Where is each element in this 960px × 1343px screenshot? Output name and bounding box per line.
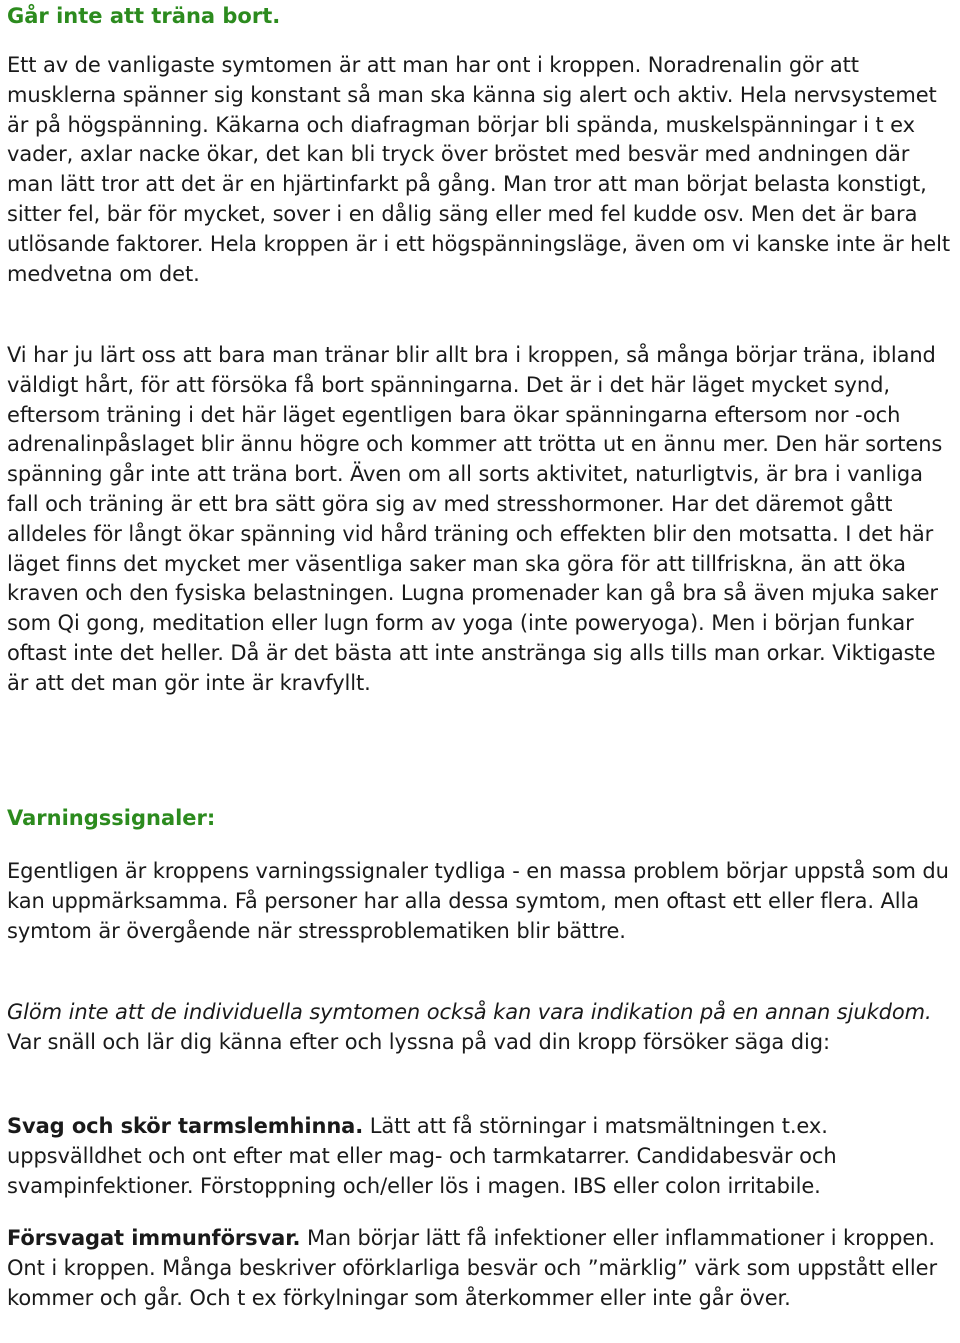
paragraph-disclaimer xyxy=(7,998,957,1058)
paragraph-text xyxy=(7,998,957,1058)
paragraph-training-advice xyxy=(7,341,957,699)
section-heading-training: Går inte att träna bort. xyxy=(7,4,281,28)
section-heading-warning-signals: Varningssignaler: xyxy=(7,806,216,830)
symptom-item-immune xyxy=(7,1224,957,1313)
paragraph-text xyxy=(7,1112,957,1201)
paragraph-text xyxy=(7,1224,957,1313)
paragraph-text: Egentligen är kroppens varningssignaler tydliga - en massa problem börjar uppstå som du kan uppmärksamma. Få personer har alla dessa symtom, men oftast ett eller flera. Alla symtom är övergående när stressproblematiken blir bättre. xyxy=(7,859,949,943)
paragraph-muscle-tension xyxy=(7,51,957,289)
paragraph-text: Vi har ju lärt oss att bara man tränar blir allt bra i kroppen, så många börjar träna, ibland väldigt hårt, för att försöka få bort spänningarna. Det är i det här läget mycket synd, eftersom träning i det här läget egentligen bara ökar spänningarna eftersom nor -och adrenalinpåslaget blir ännu högre och kommer att trötta ut en ännu mer. Den här sortens spänning går inte att träna bort. Även om all sorts aktivitet, naturligtvis, är bra i vanliga fall och träning är ett bra sätt göra sig av med stresshormoner. Har det däremot gått alldeles för långt ökar spänning vid hård träning och effekten blir den motsatta. I det här läget finns det mycket mer väsentliga saker man ska göra för att tillfriskna, än att öka kraven och den fysiska belastningen. Lugna promenader kan gå bra så även mjuka saker som Qi gong, meditation eller lugn form av yoga (inte poweryoga). Men i början funkar oftast inte det heller. Då är det bästa att inte anstränga sig alls tills man orkar. Viktigaste är att det man gör inte är kravfyllt. xyxy=(7,343,943,695)
disclaimer-italic: Glöm inte att de individuella symtomen också kan vara indikation på en annan sjukdom. xyxy=(7,1000,932,1024)
symptom-description: Man börjar lätt få infektioner eller inflammationer i kroppen. Ont i kroppen. Många beskriver oförklarliga besvär och ”märklig” värk som uppstått eller kommer och går. Och t ex förkylningar som återkommer eller inte går över. xyxy=(7,1226,938,1310)
paragraph-text: Ett av de vanligaste symtomen är att man har ont i kroppen. Noradrenalin gör att musklerna spänner sig konstant så man ska känna sig alert och aktiv. Hela nervsystemet är på högspänning. Käkarna och diafragman börjar bli spända, muskelspänningar i t ex vader, axlar nacke ökar, det kan bli tryck över bröstet med besvär med andningen där man lätt tror att det är en hjärtinfarkt på gång. Man tror att man börjat belasta konstigt, sitter fel, bär för mycket, sover i en dålig säng eller med fel kudde osv. Men det är bara utlösande faktorer. Hela kroppen är i ett högspänningsläge, även om vi kanske inte är helt medvetna om det. xyxy=(7,53,950,286)
symptom-title: Svag och skör tarmslemhinna. xyxy=(7,1114,364,1138)
symptom-description: Lätt att få störningar i matsmältningen t.ex. uppsvälldhet och ont efter mat eller mag- och tarmkatarrer. Candidabesvär och svampinfektioner. Förstoppning och/eller lös i magen. IBS eller colon irritabile. xyxy=(7,1114,837,1198)
symptom-item-gut xyxy=(7,1112,957,1201)
disclaimer-rest: Var snäll och lär dig känna efter och lyssna på vad din kropp försöker säga dig: xyxy=(7,1029,830,1054)
symptom-title: Försvagat immunförsvar. xyxy=(7,1226,301,1250)
paragraph-warning-intro xyxy=(7,857,957,946)
